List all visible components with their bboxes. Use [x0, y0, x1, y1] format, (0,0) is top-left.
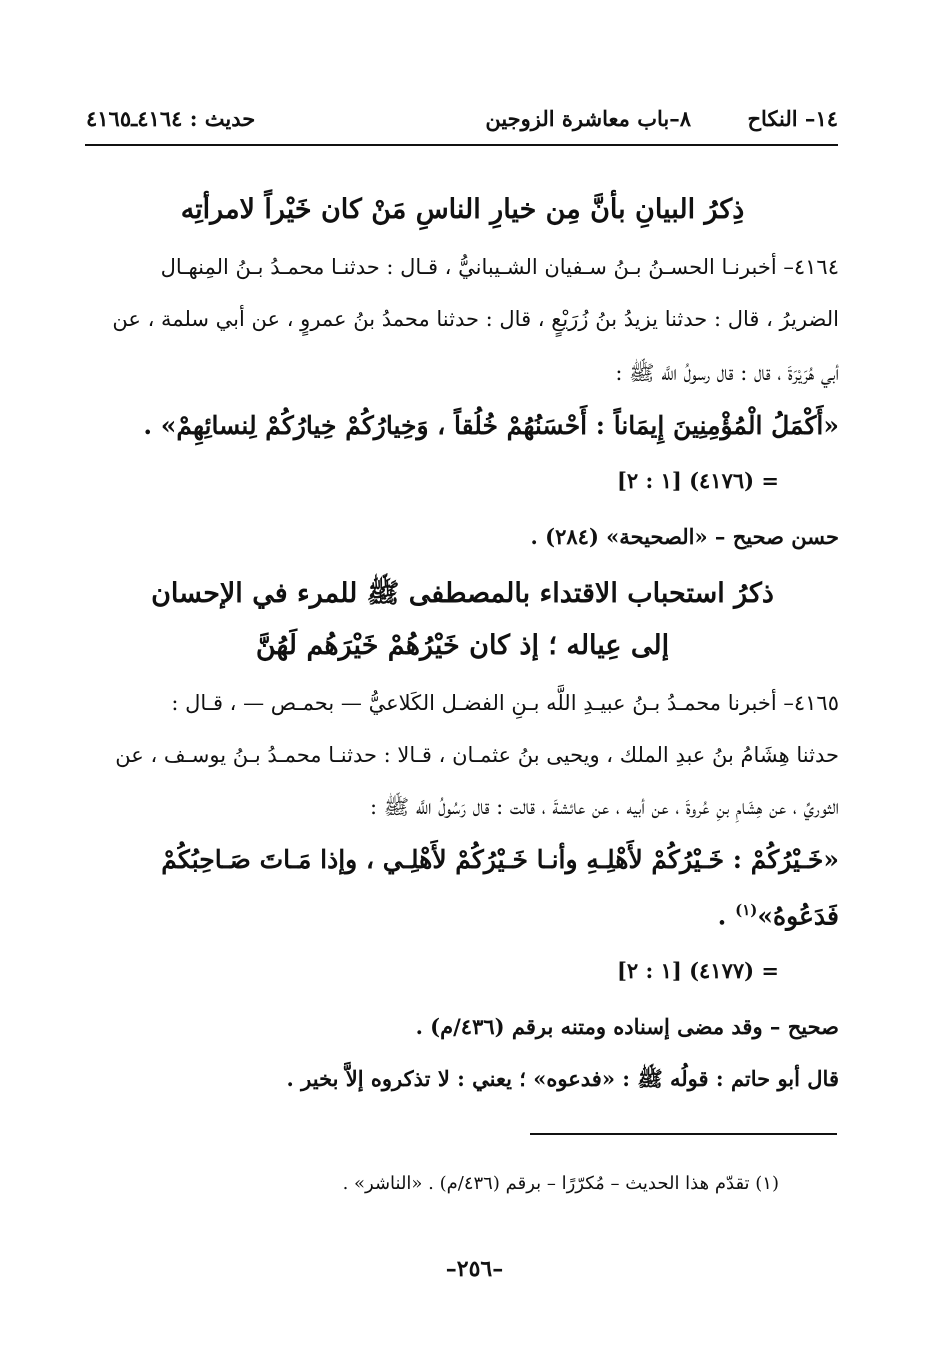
- entry2-reference: = (٤١٧٧) [١ : ٢]: [616, 958, 779, 983]
- entry2-matn-line-1: «خَـيْرُكُمْ : خَـيْرُكُمْ لأَهْلِـهِ وأنـا خَـيْرُكُمْ لأَهْلِـي ، وإذا مَـاتَ صَـاحِبُكُمْ: [161, 845, 839, 874]
- header-rule: [85, 144, 838, 146]
- header-hadith-range: حديث : ٤١٦٤ـ٤١٦٥: [86, 106, 256, 131]
- entry1-isnad-line-2: الضريرُ ، قال : حدثنا يزيدُ بنُ زُرَيْعٍ ، قال : حدثنا محمدُ بنُ عمروٍ ، عن أبي سلمة ، عن: [112, 307, 839, 331]
- entry1-grading: حسن صحيح – «الصحيحة» (٢٨٤) .: [530, 524, 839, 549]
- entry2-heading-line-2: إلى عِياله ؛ إذ كان خَيْرُهُمْ خَيْرَهُم لَهُنَّ: [255, 630, 670, 661]
- footnote-text: (١) تقدّم هذا الحديث – مُكرّرًا – برقم (٤٣٦/م) . «الناشر» .: [342, 1173, 779, 1194]
- entry2-isnad-line-2: حدثنا هِشَامُ بنُ عبدِ الملك ، ويحيى بنُ عثمـان ، قـالا : حدثنـا محمـدُ بـنُ يوسـف ، عن: [115, 743, 839, 767]
- page-number: –٢٥٦–: [445, 1256, 504, 1282]
- entry1-isnad-line-3: أبي هُرَيْرَةَ ، قال : قال رسولُ اللَّه ﷺ :: [615, 361, 839, 385]
- footnote-marker: (١): [735, 901, 758, 919]
- entry2-comment: قال أبو حاتم : قولُه ﷺ : «فدعوه» ؛ يعني : لا تذكروه إلاَّ بخير .: [286, 1066, 839, 1091]
- header-chapter: ١٤– النكاح: [747, 106, 838, 131]
- entry1-matn: «أَكْمَلُ الْمُؤْمِنِينَ إِيمَاناً : أَحْسَنُهُمْ خُلُقاً ، وَخِيارُكُمْ خِيارُكُمْ لِنسائِهِمْ» .: [143, 411, 839, 440]
- entry1-isnad-line-1: ٤١٦٤– أخبرنـا الحسـنُ بـنُ سـفيان الشـيبانيُّ ، قـال : حدثنـا محمـدُ بـنُ المِنهـال: [160, 255, 839, 279]
- entry2-heading-line-1: ذكرُ استحباب الاقتداء بالمصطفى ﷺ للمرء في الإحسان: [151, 578, 774, 609]
- entry1-heading: ذِكرُ البيانِ بأنَّ مِن خيارِ الناسِ مَنْ كان خَيْراً لامرأتِه: [180, 194, 745, 225]
- header-section: ٨–باب معاشرة الزوجين: [485, 106, 691, 131]
- entry2-isnad-line-1: ٤١٦٥– أخبرنا محمـدُ بـنُ عبيـدِ اللَّه بـنِ الفضـل الكَلاعيُّ — بحمـص — ، قـال :: [171, 691, 839, 715]
- entry2-matn-end-text: فَدَعُوهُ»: [757, 901, 839, 931]
- footnote-rule: [530, 1133, 837, 1135]
- entry1-reference: = (٤١٧٦) [١ : ٢]: [616, 468, 779, 493]
- entry2-isnad-line-3: الثوريِّ ، عن هِشَامِ بنِ عُروةَ ، عن أبيه ، عن عائشةَ ، قالت : قال رَسُولُ اللَّه ﷺ :: [370, 795, 839, 819]
- entry2-matn-line-2: [718, 890, 839, 936]
- entry2-grading: صحيح – وقد مضى إسناده ومتنه برقم (٤٣٦/م) .: [415, 1014, 839, 1039]
- entry2-matn-end-punct: .: [717, 901, 736, 931]
